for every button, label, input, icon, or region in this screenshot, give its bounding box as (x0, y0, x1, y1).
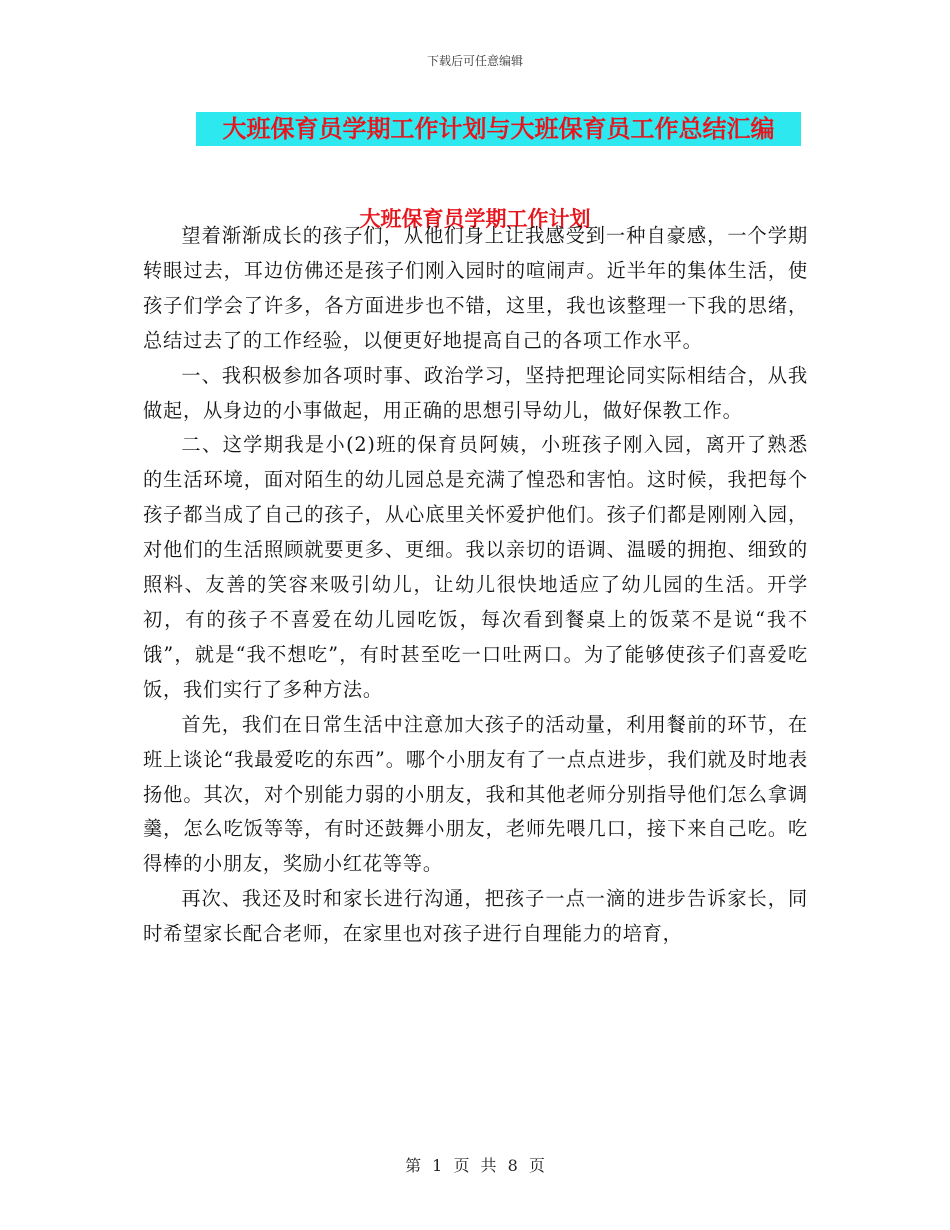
section-title: 大班保育员学期工作计划 (359, 207, 591, 231)
paragraph: 再次、我还及时和家长进行沟通，把孩子一点一滴的进步告诉家长，同时希望家长配合老师，在家里也对孩子进行自理能力的培育， (143, 887, 808, 946)
document-title: 大班保育员学期工作计划与大班保育员工作总结汇编 (222, 115, 775, 143)
paragraph: 望着渐渐成长的孩子们，从他们身上让我感受到一种自豪感，一个学期转眼过去，耳边仿佛还是孩子们刚入园时的喧闹声。近半年的集体生活，使孩子们学会了许多，各方面进步也不错，这里，我也该整理一下我的思绪，总结过去了的工作经验，以便更好地提高自己的各项工作水平。 (143, 224, 808, 352)
page-header-note: 下载后可任意编辑 (426, 54, 523, 68)
paragraph: 一、我积极参加各项时事、政治学习，坚持把理论同实际相结合，从我做起，从身边的小事做起，用正确的思想引导幼儿，做好保教工作。 (143, 363, 808, 422)
document-body (143, 219, 808, 952)
page-number-footer: 第 1 页 共 8 页 (405, 1156, 545, 1175)
paragraph: 二、这学期我是小(2)班的保育员阿姨，小班孩子刚入园，离开了熟悉的生活环境，面对陌生的幼儿园总是充满了惶恐和害怕。这时候，我把每个孩子都当成了自己的孩子，从心底里关怀爱护他们。孩子们都是刚刚入园，对他们的生活照顾就要更多、更细。我以亲切的语调、温暖的拥抱、细致的照料、友善的笑容来吸引幼儿，让幼儿很快地适应了幼儿园的生活。开学初，有的孩子不喜爱在幼儿园吃饭，每次看到餐桌上的饭菜不是说“我不饿”，就是“我不想吃”，有时甚至吃一口吐两口。为了能够使孩子们喜爱吃饭，我们实行了多种方法。 (143, 433, 808, 701)
paragraph: 首先，我们在日常生活中注意加大孩子的活动量，利用餐前的环节，在班上谈论“我最爱吃的东西”。哪个小朋友有了一点点进步，我们就及时地表扬他。其次，对个别能力弱的小朋友，我和其他老师分别指导他们怎么拿调羹，怎么吃饭等等，有时还鼓舞小朋友，老师先喂几口，接下来自己吃。吃得棒的小朋友，奖励小红花等等。 (143, 712, 808, 876)
document-title-highlight (196, 112, 801, 146)
